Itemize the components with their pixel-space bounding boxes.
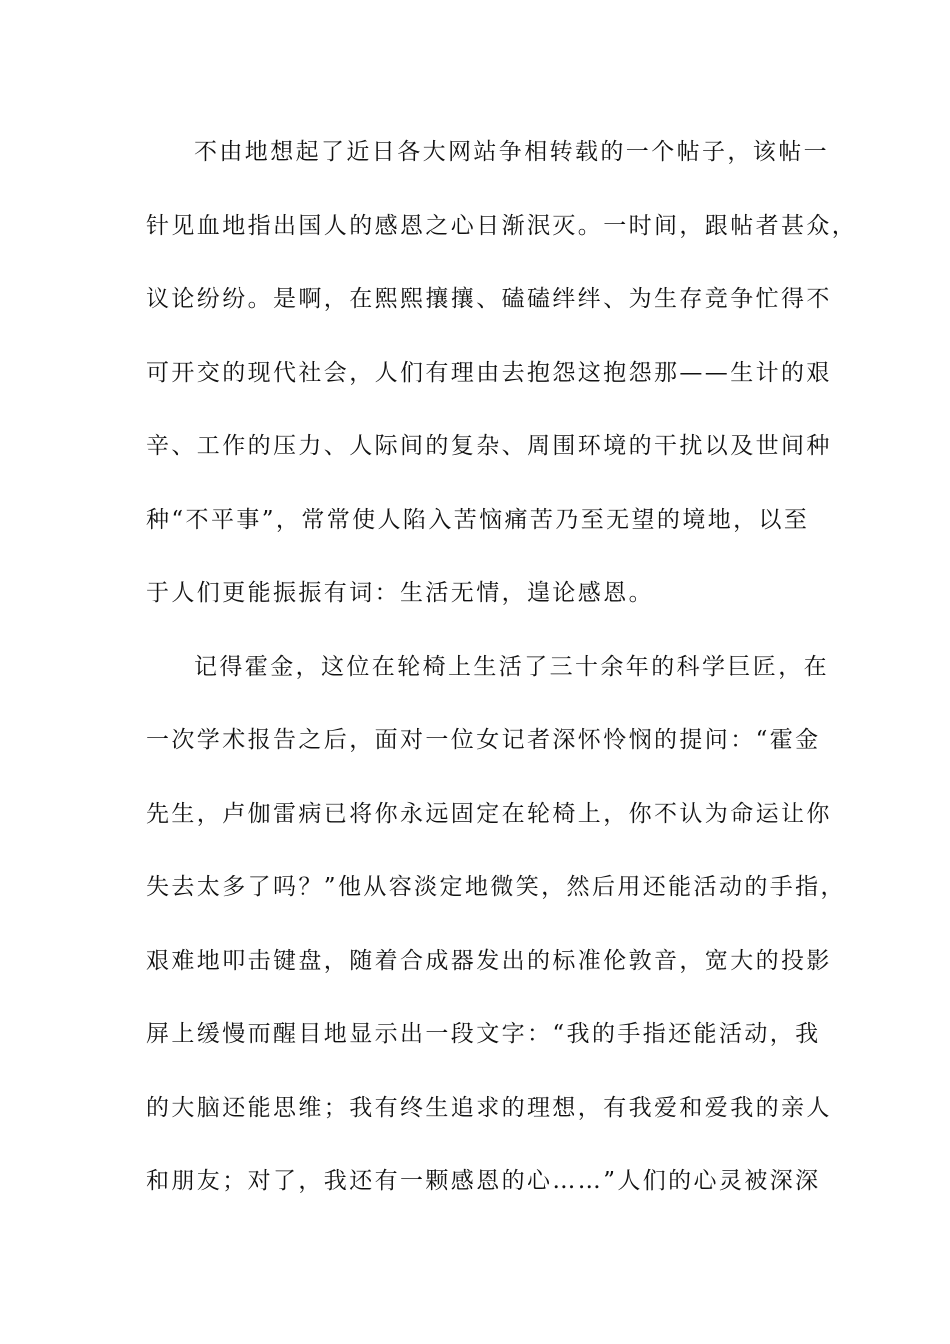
text-line: 不由地想起了近日各大网站争相转载的一个帖子，该帖一 bbox=[194, 139, 829, 165]
text-line: 失去太多了吗？”他从容淡定地微笑，然后用还能活动的手指， bbox=[146, 874, 846, 900]
text-line: 于人们更能振振有词：生活无情，遑论感恩。 bbox=[146, 580, 654, 606]
paragraph-2 bbox=[146, 643, 846, 1231]
text-line: 屏上缓慢而醒目地显示出一段文字：“我的手指还能活动，我 bbox=[146, 1021, 821, 1047]
text-line: 先生，卢伽雷病已将你永远固定在轮椅上，你不认为命运让你 bbox=[146, 800, 832, 827]
text-line: 辛、工作的压力、人际间的复杂、周围环境的干扰以及世间种 bbox=[146, 433, 832, 459]
text-line: 可开交的现代社会，人们有理由去抱怨这抱怨那——生计的艰 bbox=[146, 359, 832, 386]
text-line: 一次学术报告之后，面对一位女记者深怀怜悯的提问：“霍金 bbox=[146, 727, 821, 753]
text-line: 针见血地指出国人的感恩之心日渐泯灭。一时间，跟帖者甚众， bbox=[146, 212, 858, 239]
body-text bbox=[146, 128, 858, 1231]
text-line: 记得霍金，这位在轮椅上生活了三十余年的科学巨匠，在 bbox=[194, 653, 829, 680]
text-line: 的大脑还能思维；我有终生追求的理想，有我爱和爱我的亲人 bbox=[146, 1094, 832, 1121]
paragraph-1 bbox=[146, 128, 858, 643]
text-line: 种“不平事”，常常使人陷入苦恼痛苦乃至无望的境地，以至 bbox=[146, 506, 810, 533]
text-line: 议论纷纷。是啊，在熙熙攘攘、磕磕绊绊、为生存竞争忙得不 bbox=[146, 286, 832, 312]
text-line: 和朋友；对了，我还有一颗感恩的心……”人们的心灵被深深 bbox=[146, 1168, 821, 1194]
text-line: 艰难地叩击键盘，随着合成器发出的标准伦敦音，宽大的投影 bbox=[146, 947, 832, 974]
